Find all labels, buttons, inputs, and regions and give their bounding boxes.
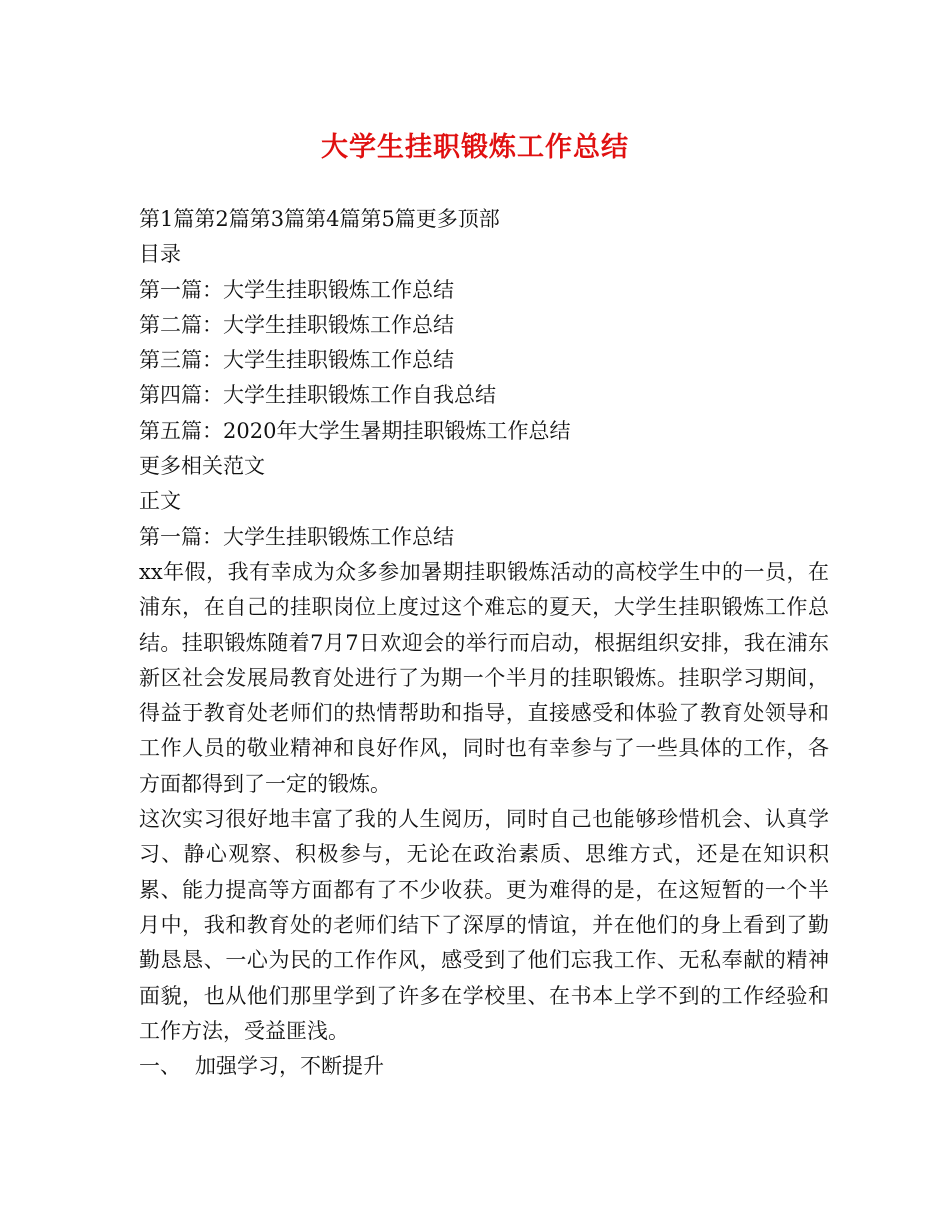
toc-item[interactable]: 第五篇：2020年大学生暑期挂职锻炼工作总结 xyxy=(139,418,571,443)
toc-item[interactable]: 第四篇：大学生挂职锻炼工作自我总结 xyxy=(139,383,496,408)
document-title: 大学生挂职锻炼工作总结 xyxy=(321,132,629,163)
toc-heading: 目录 xyxy=(139,242,181,267)
section-title: 加强学习，不断提升 xyxy=(195,1054,384,1079)
body-heading: 正文 xyxy=(139,489,181,514)
toc-item[interactable]: 第二篇：大学生挂职锻炼工作总结 xyxy=(139,312,454,337)
body-paragraph: 这次实习很好地丰富了我的人生阅历，同时自己也能够珍惜机会、认真学习、静心观察、积极参与，无论在政治素质、思维方式，还是在知识积累、能力提高等方面都有了不少收获。更为难得的是，在这短暂的一个半月中，我和教育处的老师们结下了深厚的情谊，并在他们的身上看到了勤勤恳恳、一心为民的工作作风，感受到了他们忘我工作、无私奉献的精神面貌，也从他们那里学到了许多在学校里、在书本上学不到的工作经验和工作方法，受益匪浅。 xyxy=(139,807,829,1043)
article-nav-links[interactable]: 第1篇第2篇第3篇第4篇第5篇更多顶部 xyxy=(139,207,500,231)
section-heading xyxy=(139,1049,829,1084)
toc-item[interactable]: 第三篇：大学生挂职锻炼工作总结 xyxy=(139,348,454,373)
section-number: 一、 xyxy=(139,1054,181,1079)
body-paragraph: xx年假，我有幸成为众多参加暑期挂职锻炼活动的高校学生中的一员，在浦东，在自己的挂职岗位上度过这个难忘的夏天，大学生挂职锻炼工作总结。挂职锻炼随着7月7日欢迎会的举行而启动，根据组织安排，我在浦东新区社会发展局教育处进行了为期一个半月的挂职锻炼。挂职学习期间，得益于教育处老师们的热情帮助和指导，直接感受和体验了教育处领导和工作人员的敬业精神和良好作风，同时也有幸参与了一些具体的工作，各方面都得到了一定的锻炼。 xyxy=(139,559,829,796)
toc-item[interactable]: 第一篇：大学生挂职锻炼工作总结 xyxy=(139,277,454,302)
more-related-link[interactable]: 更多相关范文 xyxy=(139,454,265,479)
article-heading: 第一篇：大学生挂职锻炼工作总结 xyxy=(139,524,454,549)
document-body xyxy=(139,202,829,1084)
